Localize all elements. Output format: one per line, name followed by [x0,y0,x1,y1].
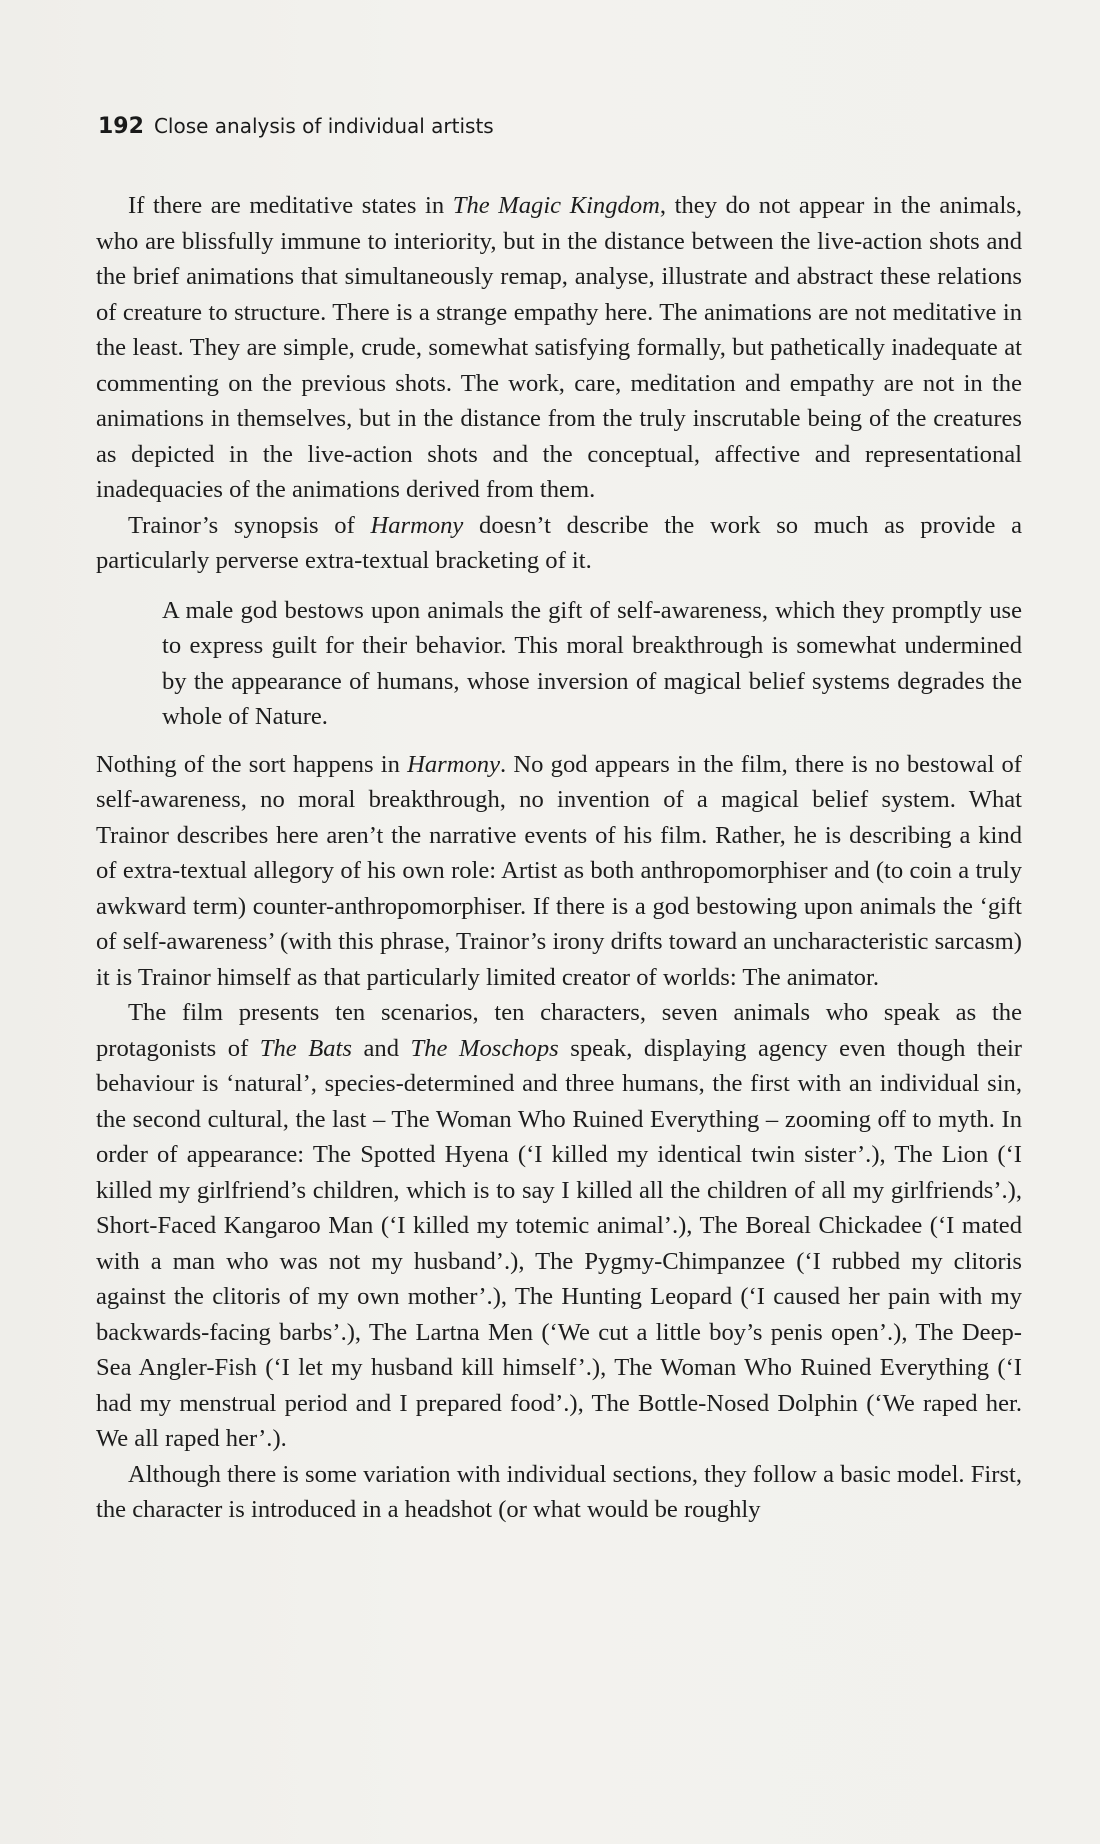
italic-title: Harmony [407,750,500,778]
italic-title: Harmony [370,511,464,539]
text-run: Trainor’s synopsis of [128,511,371,539]
text-run: and [351,1034,411,1062]
paragraph [96,188,1022,508]
text-run: . No god appears in the film, there is no bestowal of self-awareness, no moral breakthrough, no invention of a magical belief system. What Trainor describes here aren’t the narrative events of his film. Rather, he is describing a kind of extra-textual allegory of his own role: Artist as both anthropomorphiser and (to coin a truly awkward term) counter-anthropomorphiser. If there is a god bestowing upon animals the ‘gift of self-awareness’ (with this phrase, Trainor’s irony drifts toward an uncharacteristic sarcasm) it is Trainor himself as that particularly limited creator of worlds: The animator. [96,750,1022,991]
text-run: doesn’t describe the work so much as provide a particularly perverse extra-textual bracketing of it. [96,511,1022,574]
italic-title: The Magic Kingdom [452,192,660,219]
text-run: Although there is some variation with individual sections, they follow a basic model. First, the character is introduced in a headshot (or what would be roughly [96,1460,1022,1523]
text-run: The film presents ten scenarios, ten characters, seven animals who speak as the protagonists of [96,999,1022,1062]
running-header [98,114,1028,148]
body-text [96,188,1022,1528]
italic-title: The Bats [259,1034,352,1062]
text-run: If there are meditative states in [128,192,453,219]
paragraph [96,747,1022,996]
paragraph [96,995,1022,1457]
paragraph [96,508,1022,579]
italic-title: The Moschops [410,1034,559,1062]
paragraph [96,1457,1022,1528]
page-number: 192 [98,114,144,139]
text-run: A male god bestows upon animals the gift of self-awareness, which they promptly use to express guilt for their behavior. This moral breakthrough is somewhat undermined by the appearance of humans, whose inversion of magical belief systems degrades the whole of Nature. [162,596,1022,730]
text-run: speak, displaying agency even though their behaviour is ‘natural’, species-determined and three humans, the first with an individual sin, the second cultural, the last – The Woman Who Ruined Everything – zooming off to myth. In order of appearance: The Spotted Hyena (‘I killed my identical twin sister’.), The Lion (‘I killed my girlfriend’s children, which is to say I killed all the children of all my girlfriends’.), Short-Faced Kangaroo Man (‘I killed my totemic animal’.), The Boreal Chickadee (‘I mated with a man who was not my husband’.), The Pygmy-Chimpanzee (‘I rubbed my clitoris against the clitoris of my own mother’.), The Hunting Leopard (‘I caused her pain with my backwards-facing barbs’.), The Lartna Men (‘We cut a little boy’s penis open’.), The Deep-Sea Angler-Fish (‘I let my husband kill himself’.), The Woman Who Ruined Everything (‘I had my menstrual period and I prepared food’.), The Bottle-Nosed Dolphin (‘We raped her. We all raped her’.). [96,1034,1023,1452]
text-run: , they do not appear in the animals, who are blissfully immune to interiority, but in the distance between the live-action shots and the brief animations that simultaneously remap, analyse, illustrate and abstract these relations of creature to structure. There is a strange empathy here. The animations are not meditative in the least. They are simple, crude, somewhat satisfying formally, but pathetically inadequate at commenting on the previous shots. The work, care, meditation and empathy are not in the animations in themselves, but in the distance from the truly inscrutable being of the creatures as depicted in the live-action shots and the conceptual, affective and representational inadequacies of the animations derived from them. [96,192,1022,503]
text-run: Nothing of the sort happens in [96,750,408,778]
block-quote [162,593,1022,735]
running-title: Close analysis of individual artists [153,114,494,138]
